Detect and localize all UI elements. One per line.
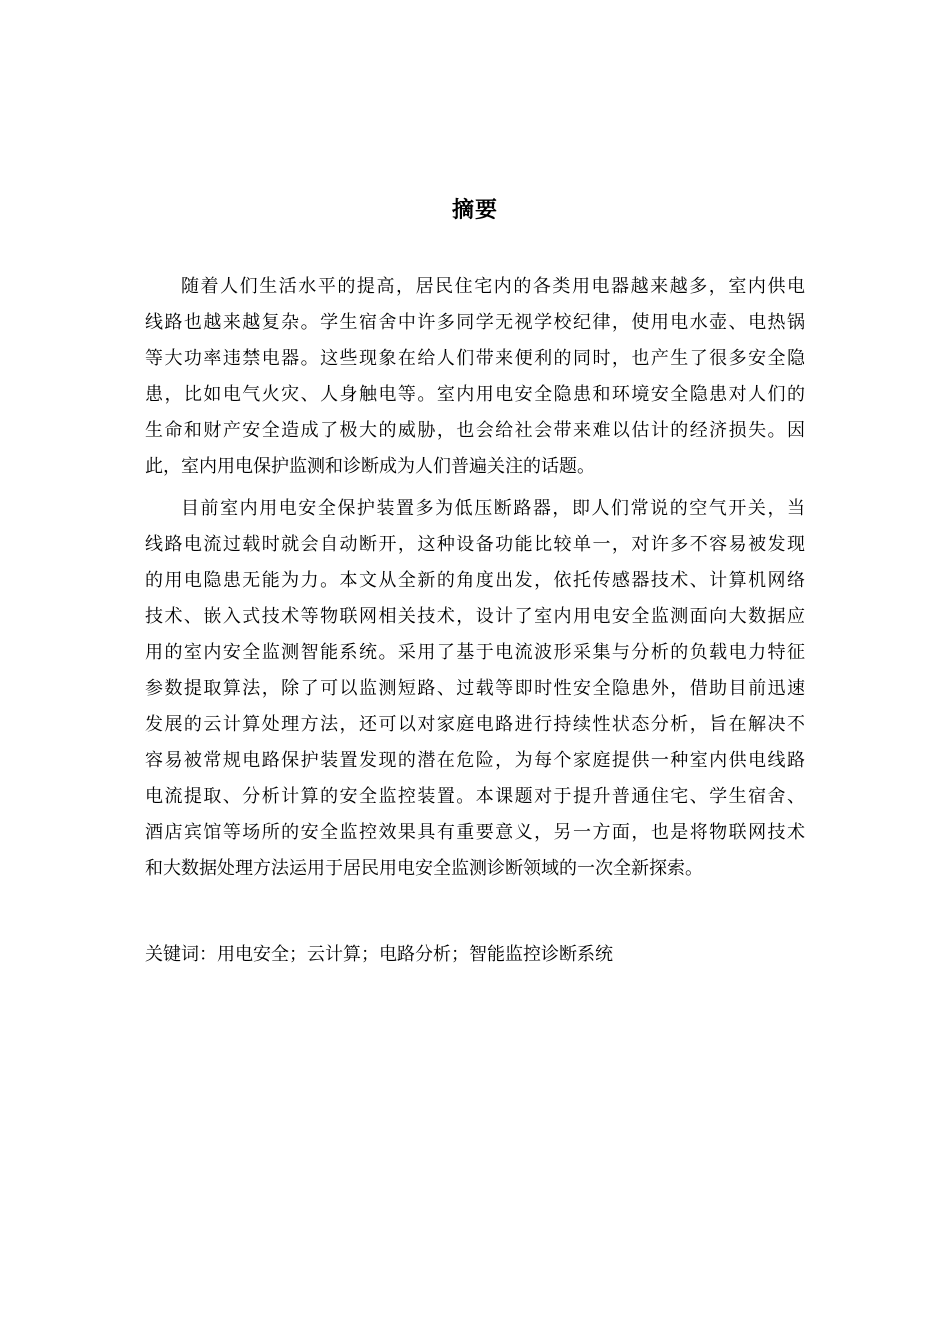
keywords-line: 关键词：用电安全；云计算；电路分析；智能监控诊断系统 [145,944,613,965]
paragraph-line: 生命和财产安全造成了极大的威胁，也会给社会带来难以估计的经济损失。因 [145,420,805,441]
paragraph-line: 目前室内用电安全保护装置多为低压断路器，即人们常说的空气开关，当 [181,498,805,519]
paragraph-line: 电流提取、分析计算的安全监控装置。本课题对于提升普通住宅、学生宿舍、 [145,786,805,807]
paragraph-line: 技术、嵌入式技术等物联网相关技术，设计了室内用电安全监测面向大数据应 [145,606,805,627]
paragraph-line: 此，室内用电保护监测和诊断成为人们普遍关注的话题。 [145,456,595,477]
paragraph-line: 用的室内安全监测智能系统。采用了基于电流波形采集与分析的负载电力特征 [145,642,805,663]
paragraph-line: 随着人们生活水平的提高，居民住宅内的各类用电器越来越多，室内供电 [181,276,805,297]
paragraph-line: 等大功率违禁电器。这些现象在给人们带来便利的同时，也产生了很多安全隐 [145,348,805,369]
paragraph-line: 线路也越来越复杂。学生宿舍中许多同学无视学校纪律，使用电水壶、电热锅 [145,312,805,333]
paragraph-line: 线路电流过载时就会自动断开，这种设备功能比较单一，对许多不容易被发现 [145,534,805,555]
abstract-title: 摘要 [451,198,498,223]
paragraph-line: 参数提取算法，除了可以监测短路、过载等即时性安全隐患外，借助目前迅速 [145,678,805,699]
paragraph-line: 的用电隐患无能为力。本文从全新的角度出发，依托传感器技术、计算机网络 [145,570,805,591]
paragraph-line: 和大数据处理方法运用于居民用电安全监测诊断领域的一次全新探索。 [145,858,703,879]
paragraph-line: 发展的云计算处理方法，还可以对家庭电路进行持续性状态分析，旨在解决不 [145,714,805,735]
paragraph-line: 酒店宾馆等场所的安全监控效果具有重要意义，另一方面，也是将物联网技术 [145,822,805,843]
paragraph-line: 容易被常规电路保护装置发现的潜在危险，为每个家庭提供一种室内供电线路 [145,750,805,771]
paragraph-line: 患，比如电气火灾、人身触电等。室内用电安全隐患和环境安全隐患对人们的 [145,384,805,405]
